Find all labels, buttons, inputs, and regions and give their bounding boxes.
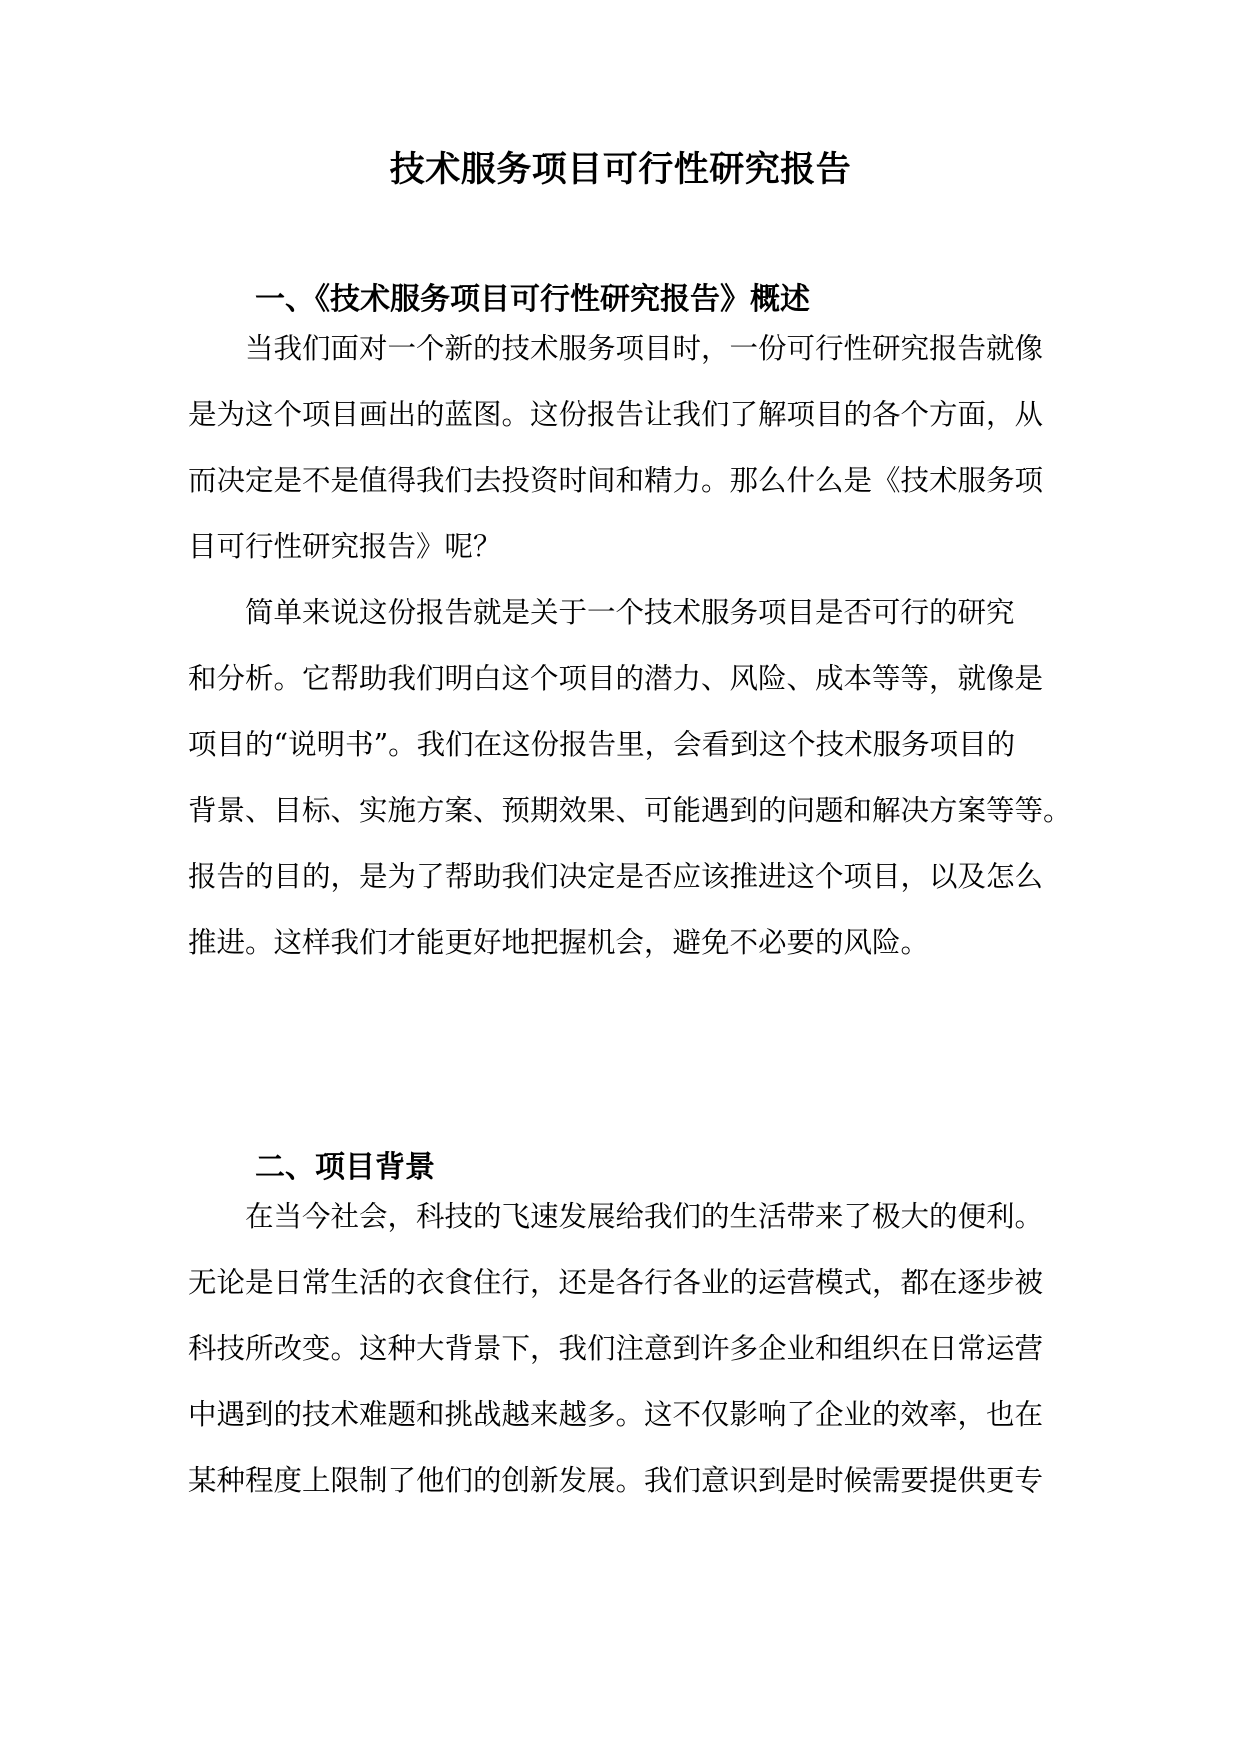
section-heading-overview: 一、《技术服务项目可行性研究报告》概述 [255,282,810,317]
text-line: 项目的“说明书”。我们在这份报告里，会看到这个技术服务项目的 [188,728,1016,761]
text-line: 是为这个项目画出的蓝图。这份报告让我们了解项目的各个方面，从 [188,398,1044,431]
text-line: 和分析。它帮助我们明白这个项目的潜力、风险、成本等等，就像是 [188,662,1044,695]
text-line: 在当今社会，科技的飞速发展给我们的生活带来了极大的便利。 [245,1200,1044,1233]
text-line: 而决定是不是值得我们去投资时间和精力。那么什么是《技术服务项 [188,464,1044,497]
section-heading-background: 二、项目背景 [255,1150,435,1185]
text-line: 某种程度上限制了他们的创新发展。我们意识到是时候需要提供更专 [188,1464,1044,1497]
text-line: 简单来说这份报告就是关于一个技术服务项目是否可行的研究 [245,596,1015,629]
text-line: 推进。这样我们才能更好地把握机会，避免不必要的风险。 [188,926,930,959]
text-line: 中遇到的技术难题和挑战越来越多。这不仅影响了企业的效率，也在 [188,1398,1044,1431]
text-line: 科技所改变。这种大背景下，我们注意到许多企业和组织在日常运营 [188,1332,1044,1365]
text-line: 背景、目标、实施方案、预期效果、可能遇到的问题和解决方案等等。 [188,794,1072,827]
text-line: 无论是日常生活的衣食住行，还是各行各业的运营模式，都在逐步被 [188,1266,1044,1299]
text-line: 报告的目的，是为了帮助我们决定是否应该推进这个项目，以及怎么 [188,860,1044,893]
document-title: 技术服务项目可行性研究报告 [389,150,852,190]
text-line: 当我们面对一个新的技术服务项目时，一份可行性研究报告就像 [245,332,1044,365]
text-line: 目可行性研究报告》呢？ [188,530,502,563]
